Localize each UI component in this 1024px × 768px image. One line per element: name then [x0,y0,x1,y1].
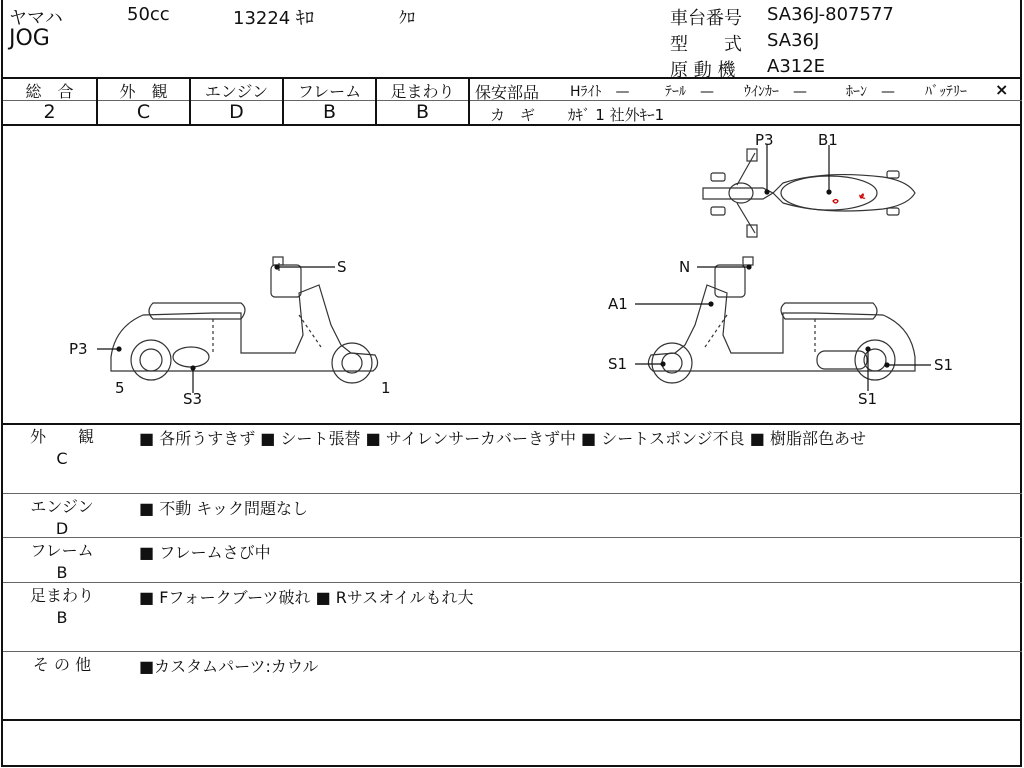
engine-grade: D [229,101,244,123]
safety-parts-label: 保安部品 [475,83,540,102]
winker-status: ｳｲﾝｶｰ — [744,84,807,100]
suspension-grade-label: 足まわり [390,82,455,101]
note-grade: C [56,449,68,468]
label-left-p3: P3 [69,340,88,358]
overall-grade: 2 [43,101,56,123]
divider [3,537,1022,538]
label-right-n: N [679,258,691,276]
damage-diagram [3,125,1022,423]
note-text: ■ 各所うすきず ■ シート張替 ■ サイレンサーカバーきず中 ■ シートスポンジ不良 ■ 樹脂部色あせ [139,429,866,448]
exterior-grade: C [136,101,151,123]
battery-label: ﾊﾞｯﾃﾘｰ [925,84,967,100]
model-name: JOG [9,26,50,51]
label-right-s1-front: S1 [608,355,628,373]
label-left-s: S [337,258,347,276]
note-label: フレーム [30,541,94,560]
note-label: そ の 他 [32,655,92,674]
divider [3,582,1022,583]
inspection-sheet [1,0,1022,767]
label-left-5: 5 [115,379,125,397]
label-left-1: 1 [381,379,391,397]
note-label: 外 観 [29,427,94,446]
divider [3,493,1022,494]
frame-number-label: 車台番号 [670,8,742,29]
displacement: 50cc [127,4,170,25]
engine-model-label: 原 動 機 [670,60,736,81]
engine-model: A312E [767,56,826,77]
frame-grade: B [322,101,337,123]
note-text: ■カスタムパーツ:カウル [139,657,319,676]
headlight-status: Hﾗｲﾄ — [570,84,630,100]
label-right-s1-bottom: S1 [858,390,878,408]
overall-grade-label: 総 合 [25,82,74,101]
note-text: ■ Fフォークブーツ破れ ■ Rサスオイルもれ大 [139,588,474,607]
key-label: カ ギ [490,106,536,124]
divider [3,423,1022,425]
divider [3,719,1022,721]
label-top-p3: P3 [755,131,774,149]
frame-grade-label: フレーム [297,82,362,101]
note-grade: D [55,519,69,538]
note-label: エンジン [30,497,94,516]
top-view-scooter [701,149,915,237]
body-color: ｸﾛ [399,8,416,27]
type-value: SA36J [767,30,820,51]
suspension-grade: B [415,101,430,123]
note-text: ■ フレームさび中 [139,543,271,562]
note-grade: B [56,563,68,582]
label-top-b1: B1 [818,131,838,149]
label-left-s3: S3 [183,390,203,408]
battery-missing-mark: × [995,80,1009,99]
note-label: 足まわり [29,586,94,605]
engine-grade-label: エンジン [204,82,269,101]
note-grade: B [56,608,68,627]
note-text: ■ 不動 キック問題なし [139,499,308,518]
divider [3,651,1022,652]
mileage: 13224 ｷﾛ [233,8,314,29]
label-right-a1: A1 [608,295,628,313]
horn-status: ﾎｰﾝ — [846,84,895,100]
damage-marks [833,194,865,203]
frame-number: SA36J-807577 [767,4,894,25]
taillight-status: ﾃｰﾙ — [665,84,714,100]
exterior-grade-label: 外 観 [119,82,168,101]
maker-name: ヤマハ [9,8,63,29]
label-right-s1-rear: S1 [934,356,954,374]
type-label: 型 式 [670,34,742,55]
key-value: ｶｷﾞ 1 社外ｷｰ1 [568,106,665,124]
